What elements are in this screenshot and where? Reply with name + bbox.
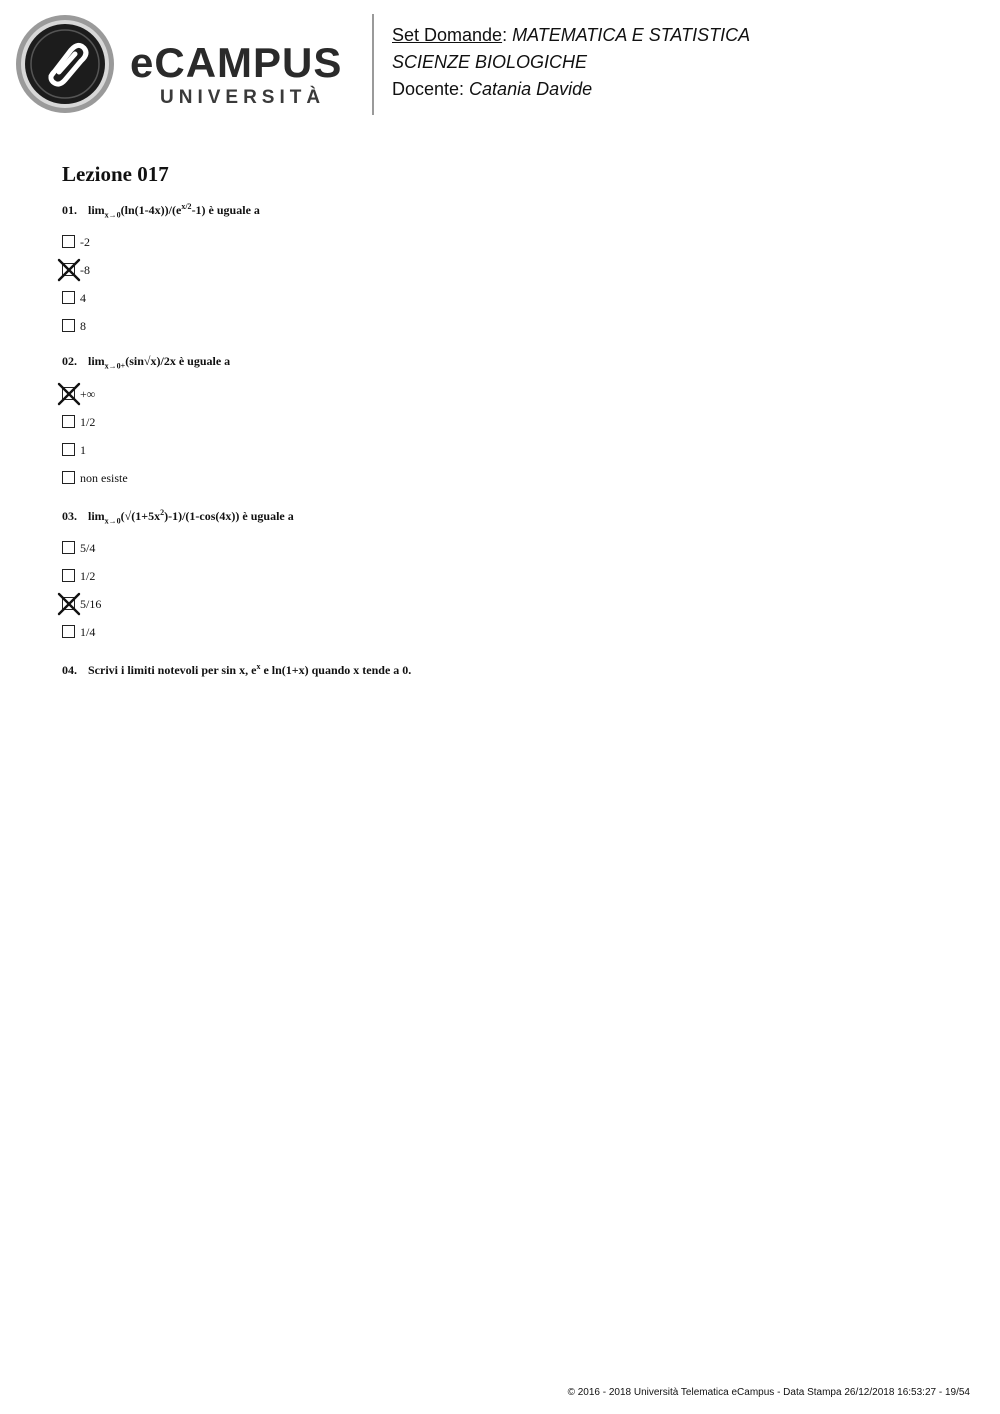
option-label: 1 [80,442,86,457]
option-label: non esiste [80,470,128,485]
set-label: Set Domande [392,25,503,45]
question-number: 03. [62,508,77,523]
checked-x-icon [57,382,81,406]
checkbox[interactable] [62,291,75,304]
ecampus-emblem-icon [15,14,115,114]
question-number: 02. [62,354,77,369]
answer-option[interactable] [62,596,942,614]
subject-line2-row [392,49,750,76]
option-label: 1/2 [80,569,96,584]
teacher-line [392,76,750,103]
option-label: -8 [80,263,90,278]
checkbox[interactable] [62,569,75,582]
option-label: +∞ [80,386,96,401]
set-line [392,22,750,49]
checkbox[interactable] [62,541,75,554]
header-divider [372,14,374,115]
question-02 [62,352,942,487]
option-label: -2 [80,235,90,250]
checked-x-icon [57,258,81,282]
answer-option[interactable] [62,568,942,586]
subject-line2: SCIENZE BIOLOGICHE [392,52,588,72]
checkbox[interactable] [62,319,75,332]
answer-option[interactable] [62,442,942,460]
answer-option[interactable] [62,540,942,558]
option-label: 8 [80,319,86,334]
lesson-content [62,160,942,695]
option-label: 5/4 [80,541,96,556]
option-label: 1/2 [80,414,96,429]
question-01 [62,198,942,336]
checkbox[interactable] [62,471,75,484]
question-04 [62,658,942,679]
option-label: 4 [80,291,86,306]
question-03 [62,504,942,642]
checkbox[interactable] [62,443,75,456]
answer-option[interactable] [62,386,942,404]
question-text: 04. Scrivi i limiti notevoli per sin x, $e^x$ e ln(1+x) quando x tende a 0. [62,662,412,678]
question-text: 03. $\lim_{x\to 0}(√(1+5x^2)-1)/(1-\cos(4x))$ è uguale a [62,507,294,526]
set-separator: : [502,25,513,45]
answer-option[interactable] [62,470,942,488]
answer-option[interactable] [62,318,942,336]
answer-option[interactable] [62,624,942,642]
question-number: 01. [62,203,77,217]
checkbox[interactable] [62,415,75,428]
teacher-name: Catania Davide [469,79,593,99]
question-text: 01. $\lim_{x\to 0}(\ln(1-4x))/(e^{x/2}-1)$ è uguale a [62,202,260,220]
universita-logo-text: UNIVERSITÀ [160,87,326,108]
checked-x-icon [57,592,81,616]
checkbox[interactable] [62,235,75,248]
question-text: 02. $\lim_{x\to 0+}(\sin√x)/2x$ è uguale a [62,354,231,371]
teacher-label: Docente: [392,79,470,99]
answer-option[interactable] [62,262,942,280]
header-info [392,22,750,103]
page-header [0,0,1000,130]
subject-line1: MATEMATICA E STATISTICA [512,25,751,45]
ecampus-logo-text: eCAMPUS [130,39,343,86]
answer-option[interactable] [62,290,942,308]
lesson-title: Lezione 017 [62,162,169,186]
option-label: 1/4 [80,625,96,640]
checkbox[interactable] [62,625,75,638]
option-label: 5/16 [80,597,102,612]
page-footer: © 2016 - 2018 Università Telematica eCampus - Data Stampa 26/12/2018 16:53:27 - 19/54 [567,1387,970,1398]
answer-option[interactable] [62,234,942,252]
answer-option[interactable] [62,414,942,432]
question-number: 04. [62,663,77,678]
